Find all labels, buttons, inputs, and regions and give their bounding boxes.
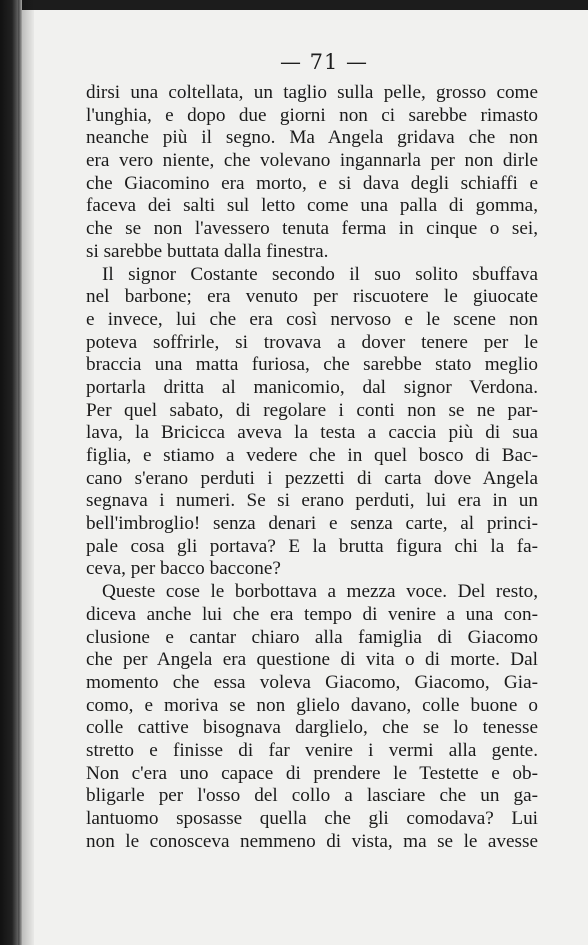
text-line: colle cattive bisognava darglielo, che se lo tenesse bbox=[86, 717, 538, 739]
text-line: che Giacomino era morto, e si dava degli schiaffi e bbox=[86, 172, 538, 194]
text-line: Queste cose le borbottava a mezza voce. Del resto, bbox=[102, 581, 538, 603]
text-line: stretto e finisse di far venire i vermi alla gente. bbox=[86, 739, 538, 761]
text-line: che per Angela era questione di vita o di morte. Dal bbox=[86, 649, 538, 671]
body-text bbox=[86, 82, 538, 853]
text-line: pale cosa gli portava? E la brutta figura chi la fa- bbox=[86, 535, 538, 557]
text-line: dirsi una coltellata, un taglio sulla pelle, grosso come bbox=[86, 82, 538, 103]
text-line: che se non l'avessero tenuta ferma in cinque o sei, bbox=[86, 218, 538, 240]
text-line: l'unghia, e dopo due giorni non ci sarebbe rimasto bbox=[86, 104, 538, 126]
text-line: Non c'era uno capace di prendere le Testette e ob- bbox=[86, 762, 538, 784]
text-line: neanche più il segno. Ma Angela gridava che non bbox=[86, 127, 538, 149]
text-line: faceva dei salti sul letto come una palla di gomma, bbox=[86, 195, 538, 217]
text-line: si sarebbe buttata dalla finestra. bbox=[86, 240, 329, 262]
text-line: Per quel sabato, di regolare i conti non se ne par- bbox=[86, 399, 538, 421]
text-line: lava, la Bricicca aveva la testa a caccia più di sua bbox=[86, 422, 538, 444]
page-number: — 71 — bbox=[279, 50, 369, 74]
text-line: non le conosceva nemmeno di vista, ma se le avesse bbox=[86, 830, 538, 852]
text-line: clusione e cantar chiaro alla famiglia di Giacomo bbox=[86, 626, 538, 648]
text-line: momento che essa voleva Giacomo, Giacomo, Gia- bbox=[86, 671, 538, 693]
text-line: poteva soffrirle, si trovava a dover tenere per le bbox=[86, 331, 538, 353]
book-page bbox=[34, 10, 588, 945]
binding-shadow bbox=[18, 0, 34, 945]
text-line: diceva anche lui che era tempo di venire a una con- bbox=[86, 603, 538, 625]
scan-top-edge bbox=[0, 0, 588, 10]
text-line: portarla dritta al manicomio, dal signor Verdona. bbox=[86, 376, 538, 398]
text-line: segnava i numeri. Se si erano perduti, lui era in un bbox=[86, 490, 538, 512]
text-line: figlia, e stiamo a vedere che in quel bosco di Bac- bbox=[86, 445, 538, 466]
text-line: e invece, lui che era così nervoso e le scene non bbox=[86, 308, 538, 330]
text-line: lantuomo sposasse quella che gli comodava? Lui bbox=[86, 808, 538, 829]
text-line: cano s'erano perduti i pezzetti di carta dove Angela bbox=[86, 467, 538, 489]
text-line: bligarle per l'osso del collo a lasciare che un ga- bbox=[86, 785, 538, 807]
text-line: ceva, per bacco baccone? bbox=[86, 558, 281, 580]
text-line: bell'imbroglio! senza denari e senza carte, al princi- bbox=[86, 513, 538, 535]
text-line: como, e moriva se non glielo davano, colle buone o bbox=[86, 694, 538, 716]
text-line: Il signor Costante secondo il suo solito sbuffava bbox=[102, 263, 538, 285]
text-line: nel barbone; era venuto per riscuotere le giuocate bbox=[86, 286, 538, 308]
text-line: braccia una matta furiosa, che sarebbe stato meglio bbox=[86, 354, 538, 376]
text-line: era vero niente, che volevano ingannarla per non dirle bbox=[86, 150, 538, 172]
